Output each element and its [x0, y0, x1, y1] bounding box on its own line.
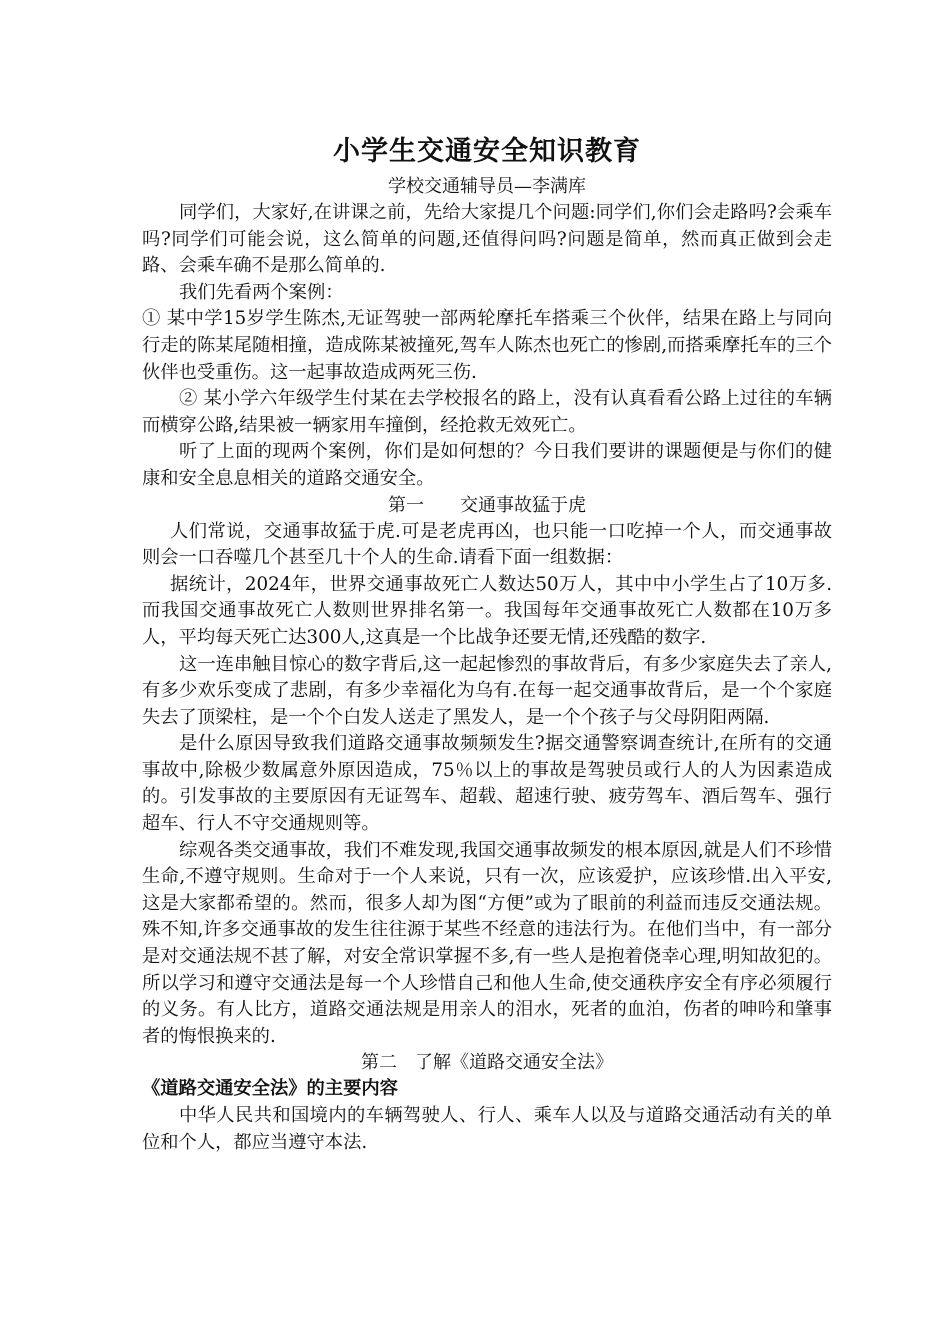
case-one: ① 某中学15岁学生陈杰,无证驾驶一部两轮摩托车搭乘三个伙伴，结果在路上与同向行走的陈某尾随相撞，造成陈某被撞死,驾车人陈杰也死亡的惨剧,而搭乘摩托车的三个伙伴也受重伤。这一起事故造成两死三伤.: [142, 308, 832, 383]
intro-paragraph: 同学们，大家好,在讲课之前，先给大家提几个问题:同学们,你们会走路吗?会乘车吗?同学们可能会说，这么简单的问题,还值得问吗?问题是简单，然而真正做到会走路、会乘车确不是那么简单的.: [142, 202, 832, 277]
document-title: 小学生交通安全知识教育: [333, 136, 641, 167]
section-two-paragraph: 中华人民共和国境内的车辆驾驶人、行人、乘车人以及与道路交通活动有关的单位和个人，都应当遵守本法.: [142, 1105, 832, 1153]
statistics-paragraph: 据统计，2024年，世界交通事故死亡人数达50万人，其中中小学生占了10万多.而我国交通事故死亡人数则世界排名第一。我国每年交通事故死亡人数都在10万多人，平均每天死亡达300人,这真是一个比战争还要无情,还残酷的数字.: [142, 573, 832, 648]
numbers-paragraph: 这一连串触目惊心的数字背后,这一起起惨烈的事故背后，有多少家庭失去了亲人,有多少欢乐变成了悲剧，有多少幸福化为乌有.在每一起交通事故背后，是一个个家庭失去了顶梁柱，是一个个白发人送走了黑发人，是一个个孩子与父母阴阳两隔.: [142, 653, 832, 728]
section-two-heading: 第二 了解《道路交通安全法》: [361, 1052, 613, 1074]
causes-paragraph: 是什么原因导致我们道路交通事故频频发生?据交通警察调查统计,在所有的交通事故中,除极少数属意外原因造成，75％以上的事故是驾驶员或行人的人为因素造成的。引发事故的主要原因有无证驾车、超载、超速行驶、疲劳驾车、酒后驾车、强行超车、行人不守交通规则等。: [142, 733, 832, 835]
summary-paragraph: 综观各类交通事故，我们不难发现,我国交通事故频发的根本原因,就是人们不珍惜生命,不遵守规则。生命对于一个人来说，只有一次，应该爱护，应该珍惜.出入平安,这是大家都希望的。然而，很多人却为图“方便”或为了眼前的利益而违反交通法规。殊不知,许多交通事故的发生往往源于某些不经意的违法行为。在他们当中，有一部分是对交通法规不甚了解，对安全常识掌握不多,有一些人是抱着侥幸心理,明知故犯的。所以学习和遵守交通法是每一个人珍惜自己和他人生命,使交通秩序安全有序必须履行的义务。有人比方，道路交通法规是用亲人的泪水，死者的血泊，伤者的呻吟和肇事者的悔恨换来的.: [142, 839, 832, 1047]
case-two: ② 某小学六年级学生付某在去学校报名的路上，没有认真看看公路上过往的车辆而横穿公路,结果被一辆家用车撞倒，经抢救无效死亡。: [142, 388, 832, 436]
section-one-heading: 第一 交通事故猛于虎: [388, 494, 586, 516]
section-one-paragraph: 人们常说，交通事故猛于虎.可是老虎再凶，也只能一口吃掉一个人，而交通事故则会一口吞噬几个甚至几十个人的生命.请看下面一组数据：: [142, 520, 832, 569]
subheading: 《道路交通安全法》的主要内容: [142, 1078, 398, 1100]
cases-intro: 我们先看两个案例：: [179, 281, 344, 303]
document-page: [142, 130, 832, 1156]
author-line: 学校交通辅导员—李满库: [388, 176, 586, 197]
topic-paragraph: 听了上面的现两个案例，你们是如何想的？今日我们要讲的课题便是与你们的健康和安全息息相关的道路交通安全。: [142, 441, 832, 489]
